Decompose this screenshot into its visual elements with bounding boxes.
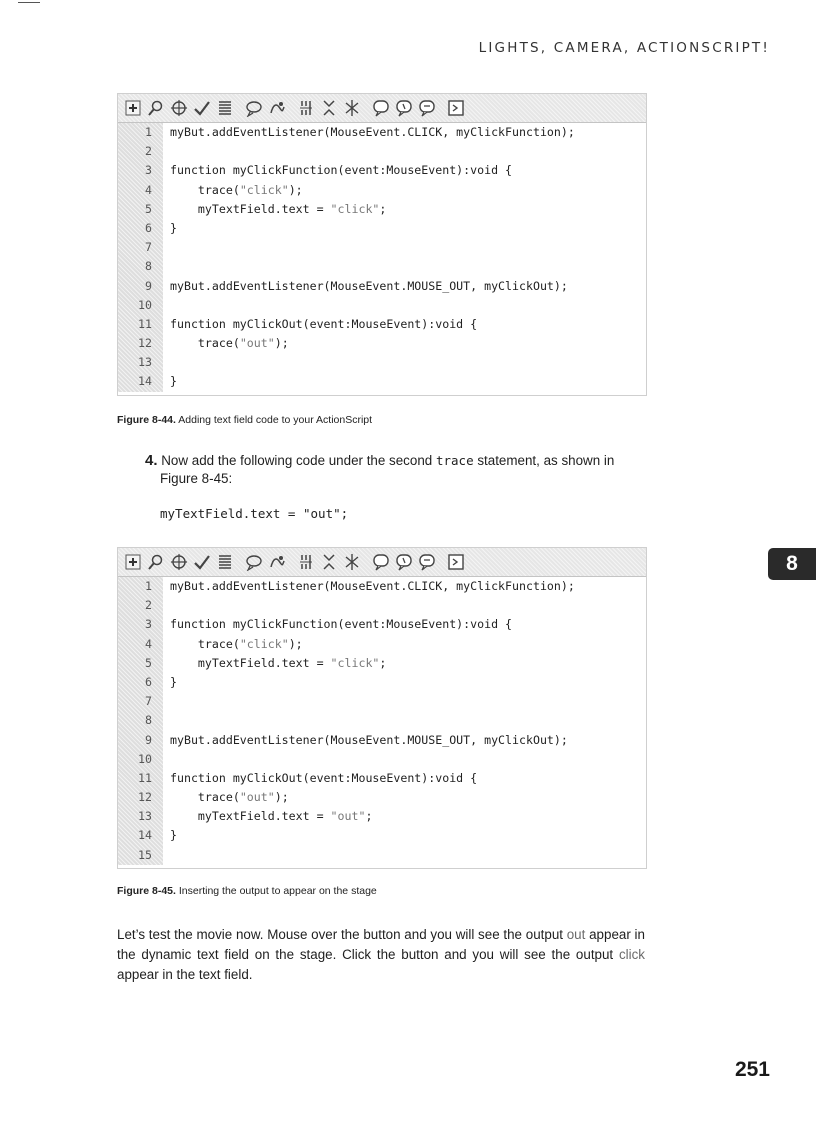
apply-block-comment-icon[interactable] — [372, 553, 390, 571]
code-text: myBut.addEventListener(MouseEvent.CLICK, myClickFunction); — [170, 579, 575, 593]
string-literal: "out" — [239, 336, 275, 351]
actions-toolbar — [118, 548, 646, 577]
code-line — [118, 142, 646, 161]
code-lines — [118, 577, 646, 865]
code-line — [118, 596, 646, 615]
code-line — [118, 788, 646, 807]
code-text: trace("click"); — [170, 636, 303, 651]
code-line — [118, 750, 646, 769]
code-snippet: myTextField.text = "out"; — [160, 506, 349, 521]
line-number: 11 — [138, 770, 152, 785]
output-word-out: out — [566, 927, 586, 942]
step-code-word: trace — [435, 453, 474, 468]
code-line — [118, 277, 646, 296]
code-text: myBut.addEventListener(MouseEvent.MOUSE_OUT, myClickOut); — [170, 278, 568, 293]
figure-label: Figure 8-44. — [117, 414, 176, 426]
target-icon[interactable] — [170, 99, 188, 117]
code-line — [118, 577, 646, 596]
crop-mark — [18, 2, 40, 3]
code-line — [118, 673, 646, 692]
code-text: function myClickOut(event:MouseEvent):void { — [170, 316, 478, 331]
actions-toolbar — [118, 94, 646, 123]
collapse-selection-icon[interactable] — [320, 99, 338, 117]
collapse-braces-icon[interactable] — [297, 553, 315, 571]
code-line — [118, 826, 646, 845]
line-number: 3 — [145, 163, 152, 178]
string-literal: "click" — [239, 182, 289, 197]
code-line — [118, 238, 646, 257]
output-word-click: click — [618, 947, 645, 962]
line-number: 10 — [138, 297, 152, 312]
code-line — [118, 654, 646, 673]
code-text: function myClickOut(event:MouseEvent):void { — [170, 770, 478, 785]
auto-format-icon[interactable] — [216, 553, 234, 571]
code-text: } — [170, 220, 177, 235]
actions-panel-figure-8-45 — [117, 547, 647, 869]
body-text-3: appear in the text field. — [117, 967, 253, 982]
code-text: myBut.addEventListener(MouseEvent.MOUSE_OUT, myClickOut); — [170, 732, 568, 747]
code-line — [118, 353, 646, 372]
code-lines — [118, 123, 646, 392]
step-text-after: statement, as shown in — [477, 453, 615, 468]
code-line — [118, 731, 646, 750]
figure-caption-8-45 — [117, 885, 377, 897]
target-icon[interactable] — [170, 553, 188, 571]
step-line-2: Figure 8-45: — [160, 471, 233, 486]
add-statement-icon[interactable] — [124, 553, 142, 571]
string-literal: "out" — [330, 809, 366, 824]
code-editor[interactable] — [118, 123, 646, 392]
figure-caption-text: Inserting the output to appear on the stage — [178, 885, 377, 897]
running-head: LIGHTS, CAMERA, ACTIONSCRIPT! — [478, 40, 770, 56]
line-number: 3 — [145, 617, 152, 632]
apply-line-comment-icon[interactable] — [395, 99, 413, 117]
code-text: } — [170, 674, 177, 689]
code-line — [118, 123, 646, 142]
code-line — [118, 181, 646, 200]
code-line — [118, 315, 646, 334]
code-line — [118, 711, 646, 730]
remove-comment-icon[interactable] — [418, 553, 436, 571]
step-number: 4. — [145, 452, 158, 469]
chapter-tab: 8 — [768, 548, 816, 580]
line-number: 2 — [145, 144, 152, 159]
code-line — [118, 257, 646, 276]
check-syntax-icon[interactable] — [193, 99, 211, 117]
line-number: 4 — [145, 636, 152, 651]
step-text-before: Now add the following code under the second — [161, 453, 433, 468]
figure-caption-text: Adding text field code to your ActionScript — [178, 414, 373, 426]
code-text: trace("click"); — [170, 182, 303, 197]
line-number: 12 — [138, 790, 152, 805]
code-text: myTextField.text = "click"; — [170, 201, 387, 216]
apply-block-comment-icon[interactable] — [372, 99, 390, 117]
code-text: function myClickFunction(event:MouseEvent):void { — [170, 163, 513, 178]
expand-all-icon[interactable] — [343, 99, 361, 117]
line-number: 5 — [145, 201, 152, 216]
line-number: 8 — [145, 259, 152, 274]
actions-panel-figure-8-44 — [117, 93, 647, 396]
line-number: 7 — [145, 240, 152, 255]
code-line — [118, 807, 646, 826]
code-line — [118, 372, 646, 391]
code-text: myTextField.text = "out"; — [170, 809, 373, 824]
code-text: trace("out"); — [170, 336, 289, 351]
line-number: 9 — [145, 732, 152, 747]
line-number: 12 — [138, 336, 152, 351]
string-literal: "click" — [330, 655, 380, 670]
auto-format-icon[interactable] — [216, 99, 234, 117]
line-number: 2 — [145, 598, 152, 613]
remove-comment-icon[interactable] — [418, 99, 436, 117]
step-4 — [145, 452, 645, 488]
collapse-selection-icon[interactable] — [320, 553, 338, 571]
line-number: 11 — [138, 316, 152, 331]
code-text: } — [170, 828, 177, 843]
line-number: 1 — [145, 125, 152, 139]
line-number: 5 — [145, 655, 152, 670]
string-literal: "click" — [330, 201, 380, 216]
add-statement-icon[interactable] — [124, 99, 142, 117]
collapse-braces-icon[interactable] — [297, 99, 315, 117]
line-number: 6 — [145, 220, 152, 235]
line-number: 13 — [138, 809, 152, 824]
check-syntax-icon[interactable] — [193, 553, 211, 571]
line-number: 8 — [145, 713, 152, 728]
line-number: 1 — [145, 579, 152, 593]
figure-label: Figure 8-45. — [117, 885, 176, 897]
line-number: 4 — [145, 182, 152, 197]
code-line — [118, 219, 646, 238]
body-paragraph — [117, 925, 645, 985]
line-number: 7 — [145, 694, 152, 709]
line-number: 15 — [138, 847, 152, 862]
find-icon[interactable] — [147, 553, 165, 571]
code-text: } — [170, 374, 177, 389]
code-hint-icon[interactable] — [245, 553, 263, 571]
line-number: 9 — [145, 278, 152, 293]
code-text: function myClickFunction(event:MouseEvent):void { — [170, 617, 513, 632]
code-text: myBut.addEventListener(MouseEvent.CLICK, myClickFunction); — [170, 125, 575, 139]
show-hide-toolbox-icon[interactable] — [447, 99, 465, 117]
code-text: trace("out"); — [170, 790, 289, 805]
string-literal: "out" — [239, 790, 275, 805]
code-line — [118, 334, 646, 353]
code-line — [118, 200, 646, 219]
code-text: myTextField.text = "click"; — [170, 655, 387, 670]
line-number: 14 — [138, 374, 152, 389]
code-line — [118, 615, 646, 634]
code-line — [118, 161, 646, 180]
code-line — [118, 635, 646, 654]
line-number: 13 — [138, 355, 152, 370]
code-line — [118, 296, 646, 315]
code-editor[interactable] — [118, 577, 646, 865]
code-line — [118, 769, 646, 788]
body-text-1: Let’s test the movie now. Mouse over the button and you will see the output — [117, 927, 563, 942]
code-hint-icon[interactable] — [245, 99, 263, 117]
string-literal: "click" — [239, 636, 289, 651]
line-number: 14 — [138, 828, 152, 843]
find-icon[interactable] — [147, 99, 165, 117]
apply-line-comment-icon[interactable] — [395, 553, 413, 571]
code-line — [118, 692, 646, 711]
show-hide-toolbox-icon[interactable] — [447, 553, 465, 571]
line-number: 6 — [145, 674, 152, 689]
figure-caption-8-44 — [117, 414, 372, 426]
expand-all-icon[interactable] — [343, 553, 361, 571]
debug-options-icon[interactable] — [268, 553, 286, 571]
page-number: 251 — [734, 1058, 770, 1081]
line-number: 10 — [138, 751, 152, 766]
code-line — [118, 846, 646, 865]
body-text-2: appear in the dynamic text field on the stage. Click the button and you will see the output — [117, 927, 645, 962]
debug-options-icon[interactable] — [268, 99, 286, 117]
